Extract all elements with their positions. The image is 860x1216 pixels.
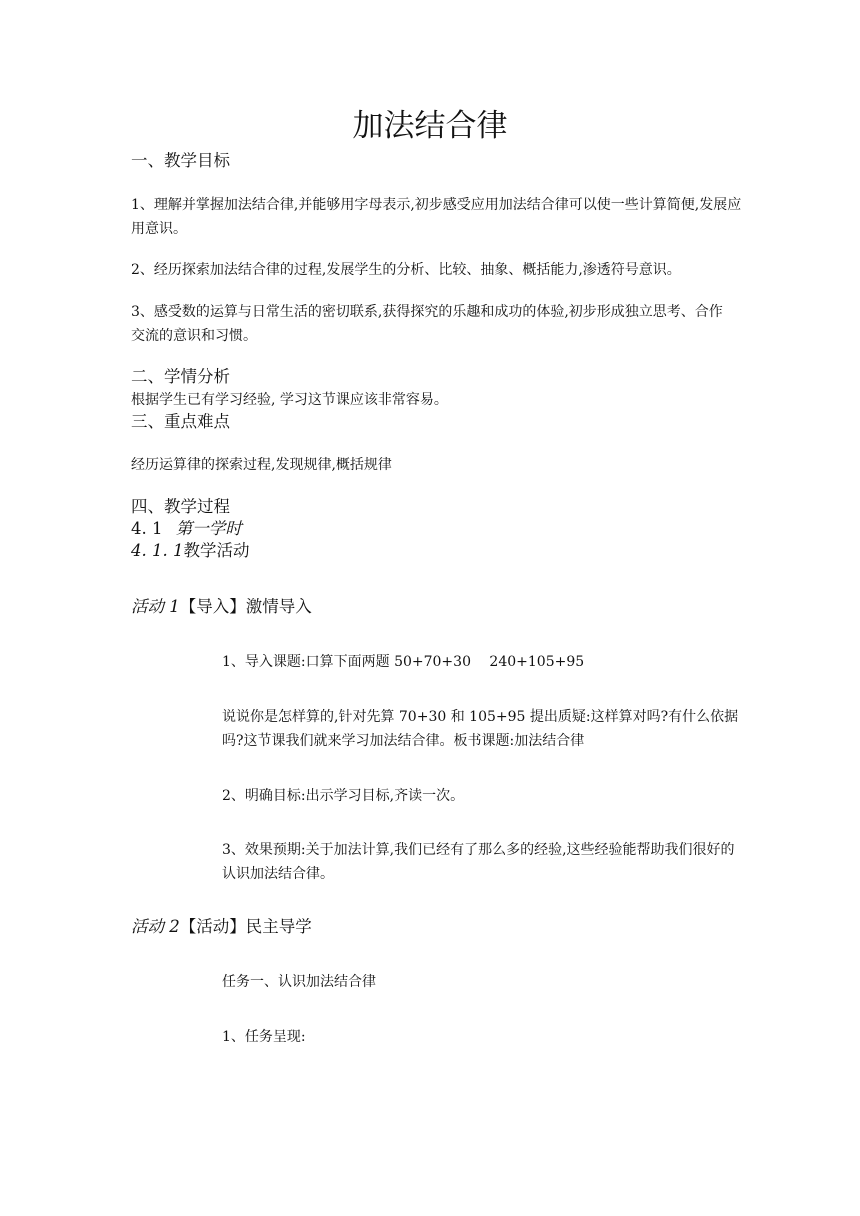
goal-item-1: 1、理解并掌握加法结合律,并能够用字母表示,初步感受应用加法结合律可以使一些计算简便,发展应用意识。 (131, 197, 742, 237)
activity-1-item-4: 3、效果预期:关于加法计算,我们已经有了那么多的经验,这些经验能帮助我们很好的认识加法结合律。 (222, 842, 735, 882)
subsection-title: 教学活动 (183, 541, 250, 560)
goal-item-2: 2、经历探索加法结合律的过程,发展学生的分析、比较、抽象、概括能力,渗透符号意识。 (131, 262, 681, 278)
activity-1-item-3: 2、明确目标:出示学习目标,齐读一次。 (222, 788, 465, 804)
activity-title: 【活动】民主导学 (179, 917, 312, 936)
activity-2-heading (131, 916, 312, 938)
section-heading-analysis: 二、学情分析 (131, 367, 230, 386)
analysis-text: 根据学生已有学习经验, 学习这节课应该非常容易。 (131, 392, 448, 408)
subsection-number: 4. 1 (131, 519, 163, 538)
activity-2-item-2: 1、任务呈现: (222, 1029, 306, 1045)
subsection-activities (131, 540, 249, 562)
subsection-title: 第一学时 (175, 519, 242, 538)
subsection-lesson-1 (131, 518, 242, 540)
activity-label: 活动 1 (131, 597, 180, 616)
activity-1-item-2: 说说你是怎样算的,针对先算 70+30 和 105+95 提出质疑:这样算对吗?有什么依据吗?这节课我们就来学习加法结合律。板书课题:加法结合律 (222, 709, 739, 749)
activity-1-heading (131, 596, 312, 618)
section-heading-goals: 一、教学目标 (131, 151, 230, 170)
section-heading-key-points: 三、重点难点 (131, 412, 230, 431)
goal-item-3: 3、感受数的运算与日常生活的密切联系,获得探究的乐趣和成功的体验,初步形成独立思考、合作交流的意识和习惯。 (131, 304, 723, 344)
activity-2-item-1: 任务一、认识加法结合律 (222, 974, 376, 990)
activity-1-item-1: 1、导入课题:口算下面两题 50+70+30 240+105+95 (222, 654, 585, 670)
activity-title: 【导入】激情导入 (179, 597, 312, 616)
section-heading-process: 四、教学过程 (131, 497, 230, 516)
subsection-number: 4. 1. 1 (131, 541, 184, 560)
key-points-text: 经历运算律的探索过程,发现规律,概括规律 (131, 457, 392, 473)
activity-label: 活动 2 (131, 917, 180, 936)
document-title: 加法结合律 (352, 108, 508, 144)
